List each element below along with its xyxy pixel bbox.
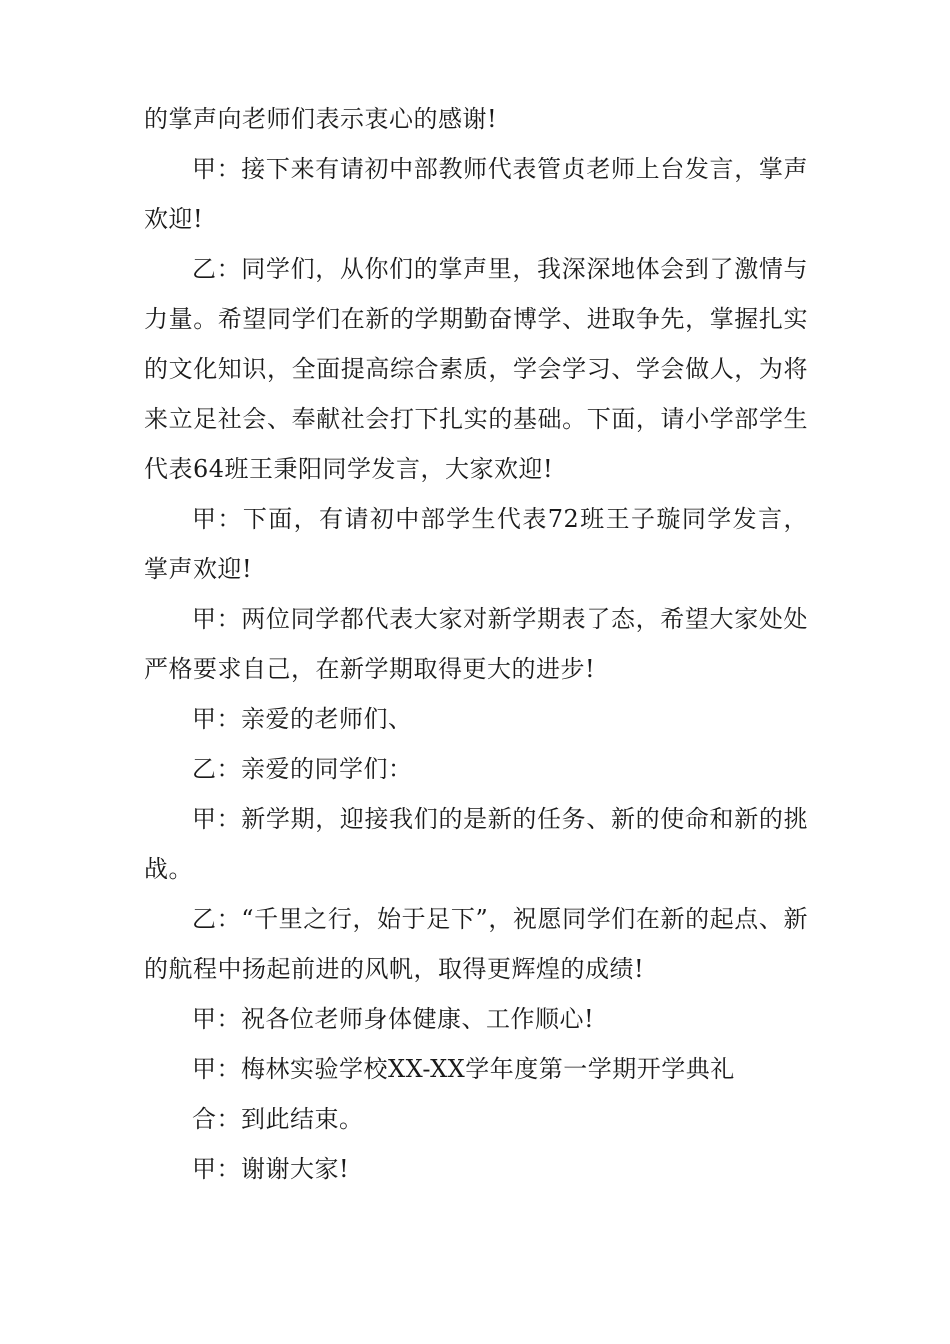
paragraph-8: 甲：新学期，迎接我们的是新的任务、新的使命和新的挑战。 [144, 805, 808, 883]
paragraph-12: 合：到此结束。 [192, 1105, 364, 1133]
paragraph-9: 乙：“千里之行，始于足下”，祝愿同学们在新的起点、新的航程中扬起前进的风帆，取得更辉煌的成绩! [144, 905, 808, 983]
paragraph-1: 的掌声向老师们表示衷心的感谢! [144, 105, 498, 133]
paragraph-3: 乙：同学们，从你们的掌声里，我深深地体会到了激情与力量。希望同学们在新的学期勤奋博学、进取争先，掌握扎实的文化知识，全面提高综合素质，学会学习、学会做人，为将来立足社会、奉献社会打下扎实的基础。下面，请小学部学生代表64班王秉阳同学发言，大家欢迎! [144, 255, 808, 483]
paragraph-10: 甲：祝各位老师身体健康、工作顺心! [192, 1005, 595, 1033]
paragraph-4: 甲：下面，有请初中部学生代表72班王子璇同学发言，掌声欢迎! [144, 505, 808, 583]
paragraph-5: 甲：两位同学都代表大家对新学期表了态，希望大家处处严格要求自己，在新学期取得更大的进步! [144, 605, 808, 683]
paragraph-6: 甲：亲爱的老师们、 [192, 705, 413, 733]
paragraph-11: 甲：梅林实验学校XX-XX学年度第一学期开学典礼 [192, 1055, 735, 1083]
paragraph-7: 乙：亲爱的同学们： [192, 755, 413, 783]
paragraph-13: 甲：谢谢大家! [192, 1155, 350, 1183]
document-body [144, 94, 808, 1194]
paragraph-2: 甲：接下来有请初中部教师代表管贞老师上台发言，掌声欢迎! [144, 155, 808, 233]
